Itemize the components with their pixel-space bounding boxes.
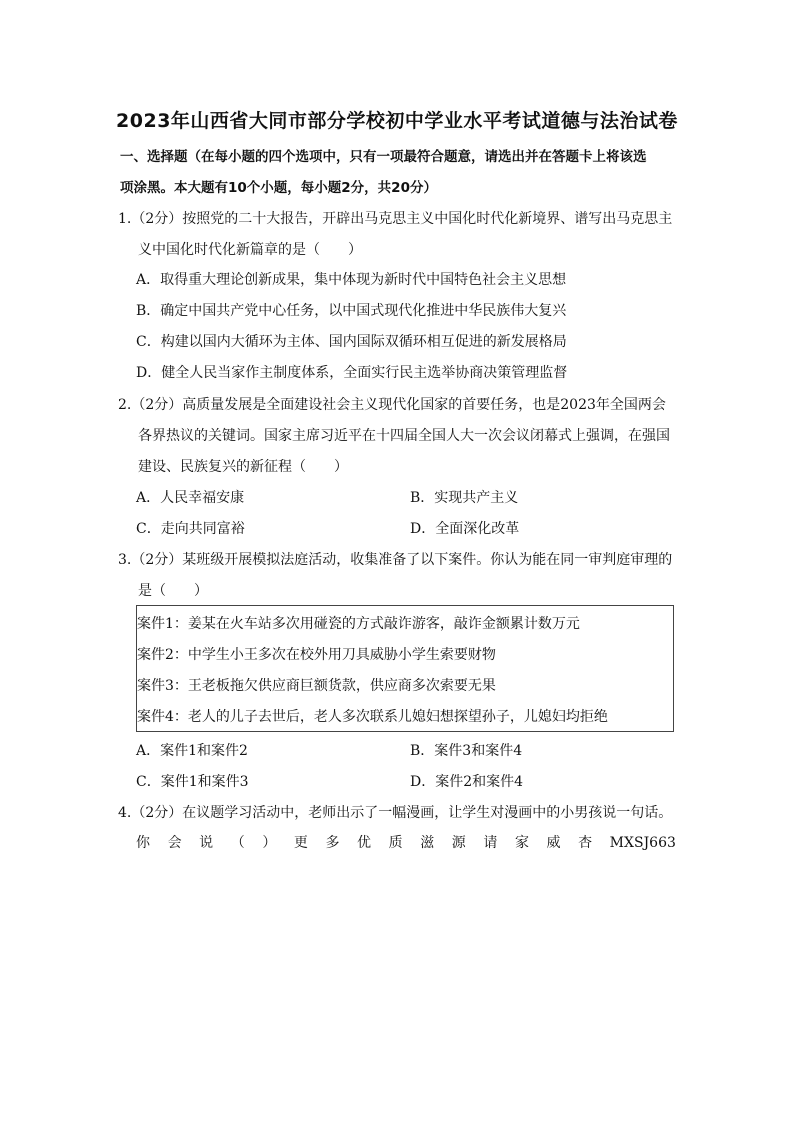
question-1-option-c: C．构建以国内大循环为主体、国内国际双循环相互促进的新发展格局 — [136, 334, 567, 350]
case-2: 案件2：中学生小王多次在校外用刀具威胁小学生索要财物 — [137, 647, 496, 663]
q4-word: 更 — [293, 835, 308, 851]
question-2 — [118, 390, 683, 483]
question-3-option-c: C．案件1和案件3 — [136, 774, 249, 790]
question-3-option-d: D．案件2和案件4 — [410, 774, 524, 790]
q4-word: 质 — [388, 835, 403, 851]
question-2-option-d: D．全面深化改革 — [410, 521, 520, 537]
question-2-option-a: A．人民幸福安康 — [136, 490, 245, 506]
case-box — [136, 605, 674, 732]
case-1: 案件1：姜某在火车站多次用碰瓷的方式敲诈游客，敲诈金额累计数万元 — [137, 616, 580, 632]
question-3-line2: 是（ ） — [138, 583, 208, 599]
question-3-option-a: A．案件1和案件2 — [136, 743, 248, 759]
question-3 — [118, 545, 683, 607]
q4-word: MXSJ663 — [609, 835, 676, 851]
question-3-option-b: B．案件3和案件4 — [410, 743, 523, 759]
question-1-option-a: A．取得重大理论创新成果，集中体现为新时代中国特色社会主义思想 — [136, 272, 567, 288]
q4-word: ） — [262, 835, 277, 851]
q4-word: 多 — [325, 835, 340, 851]
question-4 — [118, 798, 683, 829]
case-3: 案件3：王老板拖欠供应商巨额货款，供应商多次索要无果 — [137, 678, 496, 694]
q4-word: 说 — [199, 835, 214, 851]
question-4-line1: 4.（2分）在议题学习活动中，老师出示了一幅漫画，让学生对漫画中的小男孩说一句话。 — [118, 805, 673, 821]
q4-word: 优 — [357, 835, 372, 851]
question-2-option-b: B．实现共产主义 — [410, 490, 519, 506]
question-2-line2: 各界热议的关键词。国家主席习近平在十四届全国人大一次会议闭幕式上强调，在强国 — [138, 428, 670, 444]
q4-word: 家 — [514, 835, 529, 851]
q4-word: 会 — [167, 835, 182, 851]
question-1 — [118, 204, 683, 266]
section-heading-line1: 一、选择题（在每小题的四个选项中，只有一项最符合题意，请选出并在答题卡上将该选 — [120, 149, 647, 165]
q4-word: 威 — [546, 835, 561, 851]
question-3-line1: 3.（2分）某班级开展模拟法庭活动，收集准备了以下案件。你认为能在同一审判庭审理的 — [118, 552, 673, 568]
section-heading-line2: 项涂黑。本大题有10个小题，每小题2分，共20分） — [120, 180, 437, 196]
page-title: 2023年山西省大同市部分学校初中学业水平考试道德与法治试卷 — [116, 110, 678, 132]
question-1-option-d: D．健全人民当家作主制度体系，全面实行民主选举协商决策管理监督 — [136, 365, 568, 381]
q4-word: 杏 — [578, 835, 593, 851]
q4-word: 你 — [136, 835, 150, 851]
q4-word: 源 — [451, 835, 466, 851]
question-4-line2 — [136, 828, 676, 859]
q4-word: （ — [230, 835, 245, 851]
question-1-line1: 1.（2分）按照党的二十大报告，开辟出马克思主义中国化时代化新境界、谱写出马克思主 — [118, 211, 673, 227]
question-2-line3: 建设、民族复兴的新征程（ ） — [138, 459, 348, 475]
question-1-line2: 义中国化时代化新篇章的是（ ） — [138, 242, 362, 258]
q4-word: 请 — [483, 835, 498, 851]
case-4: 案件4：老人的儿子去世后，老人多次联系儿媳妇想探望孙子，儿媳妇均拒绝 — [137, 709, 608, 725]
question-2-option-c: C．走向共同富裕 — [136, 521, 245, 537]
question-2-line1: 2.（2分）高质量发展是全面建设社会主义现代化国家的首要任务，也是2023年全国两会 — [118, 397, 666, 413]
section-heading — [120, 142, 680, 204]
question-1-option-b: B．确定中国共产党中心任务，以中国式现代化推进中华民族伟大复兴 — [136, 303, 567, 319]
q4-word: 滋 — [420, 835, 435, 851]
